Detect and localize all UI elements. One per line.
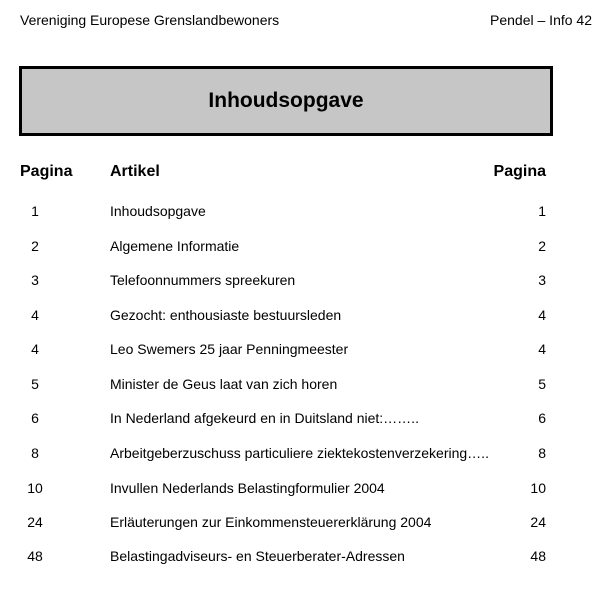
toc-article-title: Telefoonnummers spreekuren	[110, 272, 296, 288]
toc-page-left: 1	[31, 203, 39, 219]
toc-page-right: 1	[538, 203, 546, 219]
column-header-page-left: Pagina	[20, 163, 73, 180]
toc-page-right: 5	[538, 376, 546, 392]
toc-page-right: 6	[538, 410, 546, 426]
toc-row	[0, 203, 614, 223]
toc-page-left: 4	[31, 307, 39, 323]
toc-page-left: 5	[31, 376, 39, 392]
toc-row	[0, 272, 614, 292]
toc-page-left: 4	[31, 341, 39, 357]
toc-page-right: 2	[538, 238, 546, 254]
toc-article-title: Leo Swemers 25 jaar Penningmeester	[110, 341, 349, 357]
toc-article-title: Algemene Informatie	[110, 238, 240, 254]
toc-page-right: 4	[538, 341, 546, 357]
toc-page-right: 10	[530, 480, 546, 496]
toc-page-left: 10	[27, 480, 43, 496]
column-header-page-right: Pagina	[493, 163, 546, 180]
toc-row	[0, 445, 614, 465]
toc-row	[0, 376, 614, 396]
toc-row	[0, 238, 614, 258]
toc-article-title: Belastingadviseurs- en Steuerberater-Adressen	[110, 548, 405, 564]
toc-page-right: 48	[530, 548, 546, 564]
toc-page-right: 24	[530, 514, 546, 530]
toc-page-left: 24	[27, 514, 43, 530]
toc-page-right: 8	[538, 445, 546, 461]
issue-label: Pendel – Info 42	[490, 12, 592, 28]
toc-article-title: Erläuterungen zur Einkommensteuererklärung 2004	[110, 514, 432, 530]
page-title: Inhoudsopgave	[208, 89, 364, 112]
toc-page-right: 3	[538, 272, 546, 288]
toc-article-title: In Nederland afgekeurd en in Duitsland niet:……..	[110, 410, 419, 426]
toc-article-title: Gezocht: enthousiaste bestuursleden	[110, 307, 342, 323]
toc-article-title: Arbeitgeberzuschuss particuliere ziektekostenverzekering…..	[110, 445, 489, 461]
toc-article-title: Minister de Geus laat van zich horen	[110, 376, 338, 392]
toc-row	[0, 514, 614, 534]
toc-row	[0, 307, 614, 327]
toc-row	[0, 480, 614, 500]
toc-page-right: 4	[538, 307, 546, 323]
toc-page-left: 3	[31, 272, 39, 288]
toc-row	[0, 341, 614, 361]
toc-page-left: 8	[31, 445, 39, 461]
toc-article-title: Invullen Nederlands Belastingformulier 2004	[110, 480, 385, 496]
toc-page-left: 6	[31, 410, 39, 426]
title-box	[19, 66, 553, 136]
organization-name: Vereniging Europese Grenslandbewoners	[20, 12, 280, 28]
toc-row	[0, 410, 614, 430]
column-header-article: Artikel	[110, 163, 160, 180]
toc-page-left: 48	[27, 548, 43, 564]
toc-row	[0, 548, 614, 568]
toc-article-title: Inhoudsopgave	[110, 203, 206, 219]
toc-page-left: 2	[31, 238, 39, 254]
